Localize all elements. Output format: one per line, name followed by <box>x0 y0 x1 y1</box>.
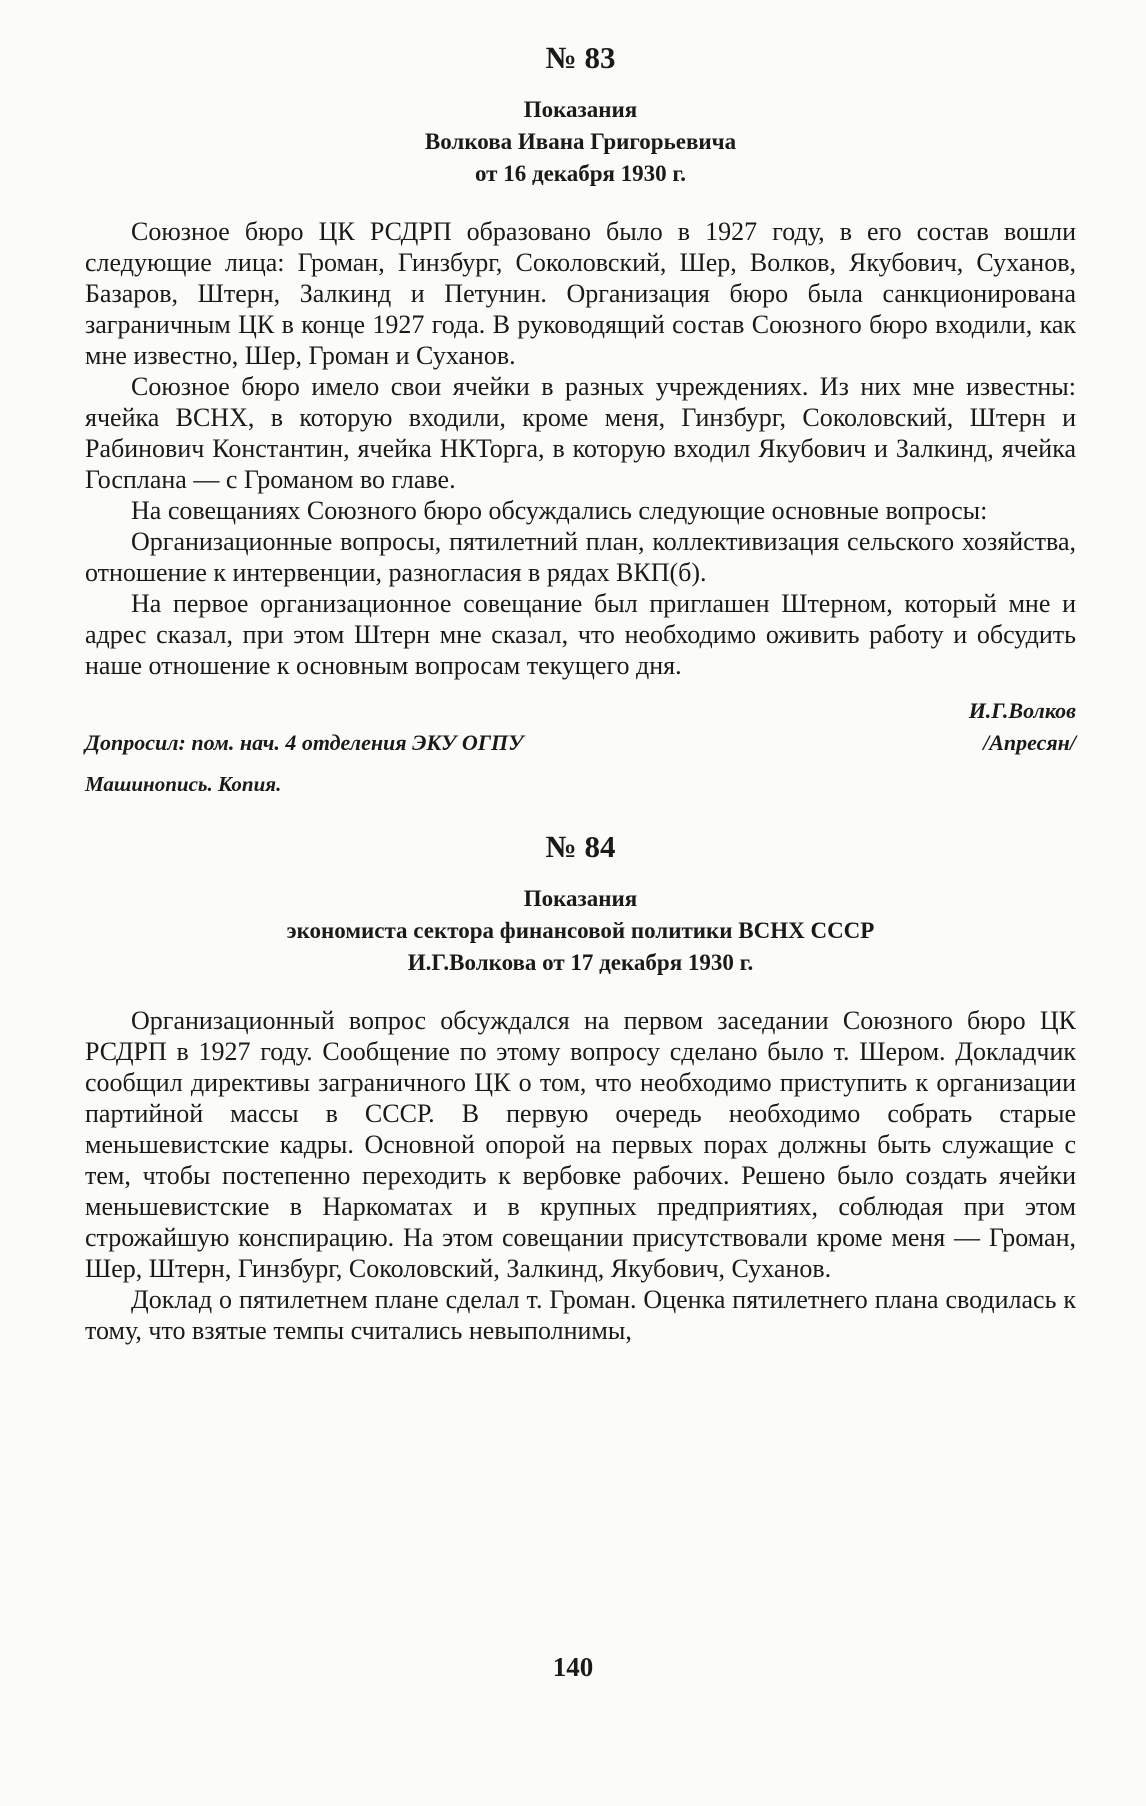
heading-line: от 16 декабря 1930 г. <box>474 161 687 186</box>
document-83 <box>85 40 1076 799</box>
signature: И.Г.Волков <box>968 698 1076 723</box>
document-84 <box>85 829 1076 1346</box>
document-heading <box>85 883 1076 979</box>
paragraph: Организационные вопросы, пятилетний план, коллективизация сельского хозяйства, отношение к интервенции, разногласия в рядах ВКП(б). <box>85 527 1076 587</box>
document-number: № 83 <box>545 40 616 75</box>
heading-line: экономиста сектора финансовой политики ВСНХ СССР <box>286 918 875 943</box>
paragraph: Союзное бюро ЦК РСДРП образовано было в 1927 году, в его состав вошли следующие лица: Громан, Гинзбург, Соколовский, Шер, Волков, Якубович, Суханов, Базаров, Штерн, Залкинд и Петунин. Организация бюро была санкционирована заграничным ЦК в конце 1927 года. В руководящий состав Союзного бюро входили, как мне известно, Шер, Громан и Суханов. <box>85 217 1076 370</box>
source-note: Машинопись. Копия. <box>85 772 282 796</box>
interrogator-row <box>85 727 1076 759</box>
document-heading <box>85 94 1076 190</box>
signature-row <box>85 695 1076 727</box>
paragraph: На первое организационное совещание был приглашен Штерном, который мне и адрес сказал, при этом Штерн мне сказал, что необходимо оживить работу и обсудить наше отношение к основным вопросам текущего дня. <box>85 589 1076 680</box>
heading-line: Показания <box>523 97 638 122</box>
page-number: 140 <box>552 1652 594 1682</box>
interrogator-name: /Апресян/ <box>983 730 1076 755</box>
interrogator: Допросил: пом. нач. 4 отделения ЭКУ ОГПУ <box>85 730 524 755</box>
paragraph: Доклад о пятилетнем плане сделал т. Громан. Оценка пятилетнего плана сводилась к тому, что взятые темпы считались невыполнимы, <box>85 1285 1076 1345</box>
paragraph: Организационный вопрос обсуждался на первом заседании Союзного бюро ЦК РСДРП в 1927 году. Сообщение по этому вопросу сделано было т. Шером. Докладчик сообщил директивы заграничного ЦК о том, что необходимо приступить к организации партийной массы в СССР. В первую очередь необходимо собрать старые меньшевистские кадры. Основной опорой на первых порах должны быть служащие с тем, чтобы постепенно переходить к вербовке рабочих. Решено было создать ячейки меньшевистские в Наркоматах и в крупных предприятиях, соблюдая при этом строжайшую конспирацию. На этом совещании присутствовали кроме меня — Громан, Шер, Штерн, Гинзбург, Соколовский, Залкинд, Якубович, Суханов. <box>85 1006 1076 1283</box>
heading-line: Показания <box>523 886 638 911</box>
heading-line: Волкова Ивана Григорьевича <box>424 129 737 154</box>
paragraph: На совещаниях Союзного бюро обсуждались следующие основные вопросы: <box>131 496 988 525</box>
paragraph: Союзное бюро имело свои ячейки в разных учреждениях. Из них мне известны: ячейка ВСНХ, в которую входили, кроме меня, Гинзбург, Соколовский, Штерн и Рабинович Константин, ячейка НКТорга, в которую входил Якубович и Залкинд, ячейка Госплана — с Громаном во главе. <box>85 372 1076 494</box>
document-number: № 84 <box>545 829 616 864</box>
heading-line: И.Г.Волкова от 17 декабря 1930 г. <box>407 950 754 975</box>
